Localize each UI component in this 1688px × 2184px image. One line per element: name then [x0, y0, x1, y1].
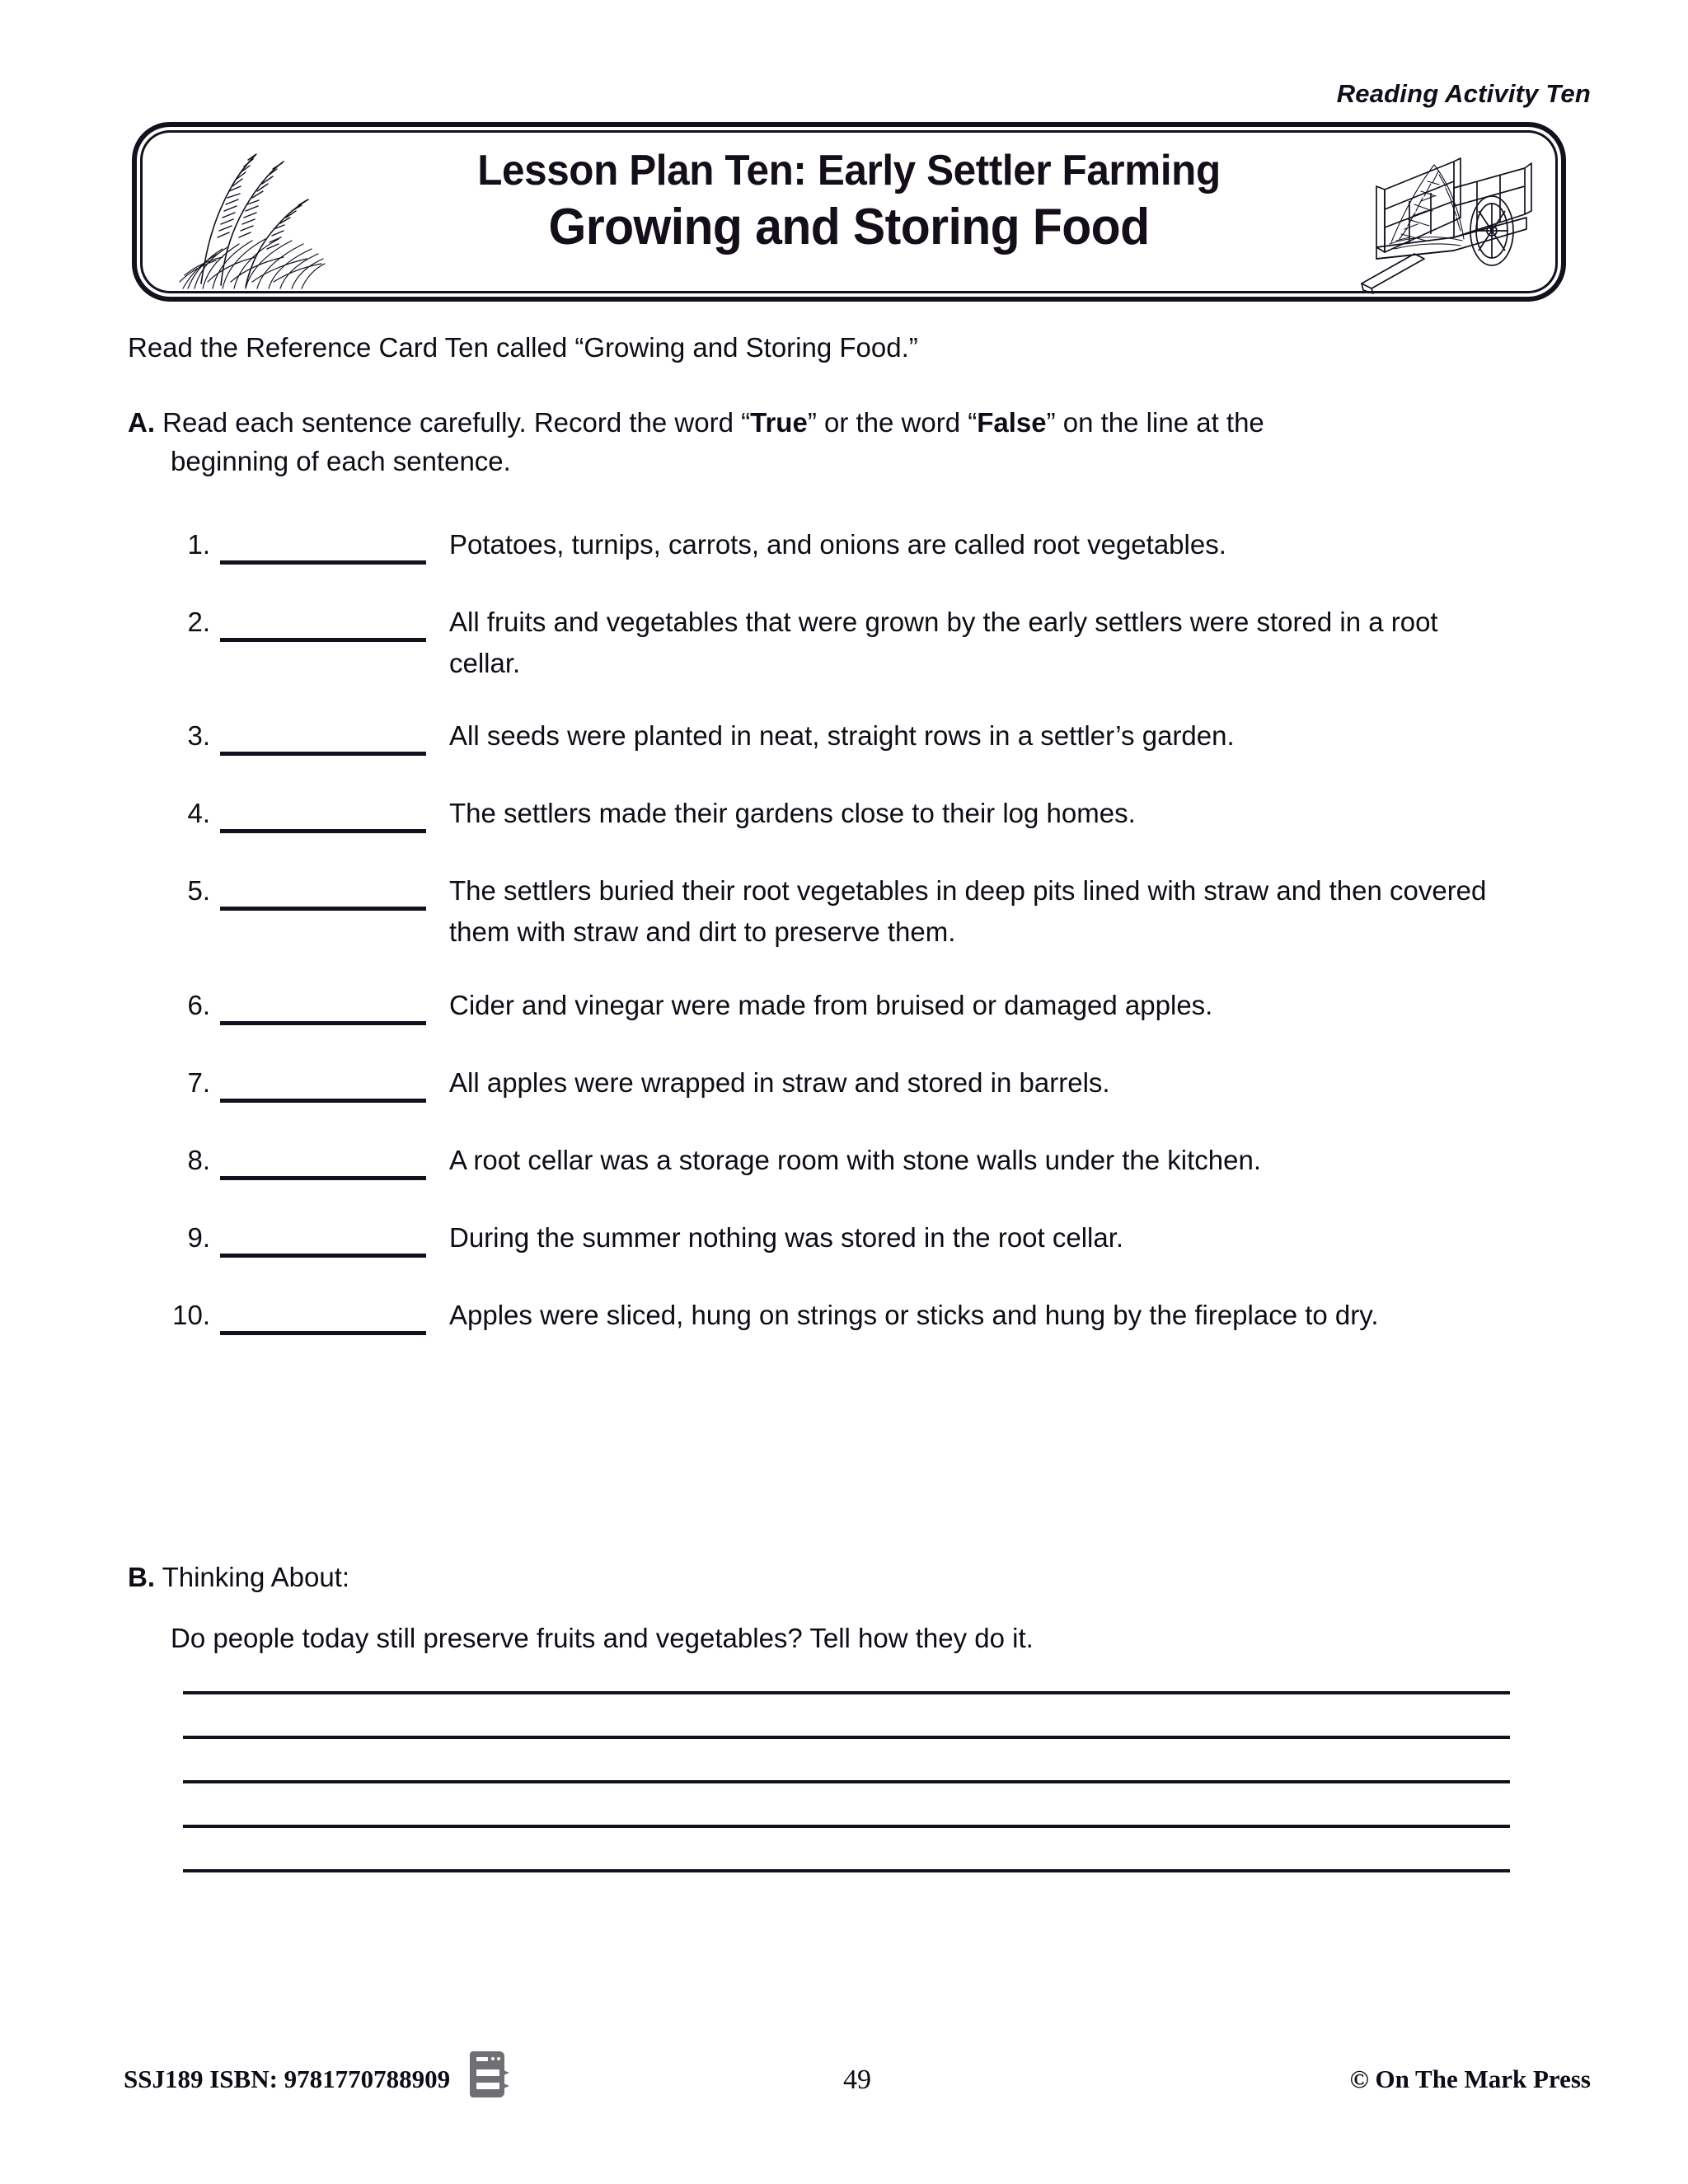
answer-blank-input[interactable]	[220, 907, 426, 911]
item-statement: The settlers buried their root vegetables in deep pits lined with straw and then covered them with straw and dirt to preserve them.	[449, 875, 1487, 948]
item-statement: During the summer nothing was stored in the root cellar.	[449, 1221, 1124, 1253]
lead-instruction: Read the Reference Card Ten called “Growing and Storing Food.”	[128, 332, 918, 363]
section-a-text-1: Read each sentence carefully. Record the word “	[155, 407, 751, 438]
item-statement: The settlers made their gardens close to their log homes.	[449, 798, 1136, 829]
running-head: Reading Activity Ten	[1336, 79, 1591, 108]
item-number: 9.	[187, 1221, 210, 1253]
item-number: 8.	[187, 1144, 210, 1175]
write-line[interactable]	[183, 1869, 1510, 1872]
item-statement: All seeds were planted in neat, straight rows in a settler’s garden.	[449, 720, 1235, 752]
copyright-text: © On The Mark Press	[1349, 2064, 1591, 2093]
section-b-heading: Thinking About:	[155, 1562, 350, 1592]
list-item	[128, 524, 1595, 570]
answer-blank-input[interactable]	[220, 1254, 426, 1258]
item-statement: All apples were wrapped in straw and stored in barrels.	[449, 1066, 1110, 1098]
write-line[interactable]	[183, 1780, 1510, 1783]
item-statement: All fruits and vegetables that were grown by the early settlers were stored in a root cellar.	[449, 607, 1438, 679]
answer-blank-input[interactable]	[220, 638, 426, 642]
section-b-prompt: Do people today still preserve fruits and vegetables? Tell how they do it.	[171, 1622, 1034, 1653]
banner-title-block	[384, 148, 1314, 257]
item-number: 4.	[187, 798, 210, 829]
answer-blank-input[interactable]	[220, 829, 426, 833]
list-item	[128, 715, 1595, 762]
item-statement: Potatoes, turnips, carrots, and onions are called root vegetables.	[449, 529, 1226, 560]
write-line[interactable]	[183, 1736, 1510, 1739]
section-a-text-3: ” on the line at the	[1046, 407, 1264, 438]
answer-writing-lines	[183, 1691, 1510, 1914]
list-item	[128, 1217, 1595, 1263]
answer-blank-input[interactable]	[220, 1099, 426, 1103]
true-false-item-list	[128, 524, 1595, 1372]
false-word: False	[977, 407, 1047, 438]
list-item	[128, 985, 1595, 1031]
answer-blank-input[interactable]	[220, 1021, 426, 1025]
item-number: 3.	[187, 720, 210, 752]
worksheet-title: Growing and Storing Food	[548, 199, 1150, 256]
section-a-text-2: ” or the word “	[807, 407, 978, 438]
item-number: 5.	[187, 875, 210, 907]
list-item	[128, 793, 1595, 839]
list-item	[128, 602, 1595, 684]
title-banner	[132, 122, 1566, 302]
wheat-stalks-icon	[170, 142, 326, 290]
item-number: 2.	[187, 607, 210, 637]
list-item	[128, 1062, 1595, 1108]
item-number: 10.	[172, 1299, 210, 1330]
answer-blank-input[interactable]	[220, 560, 426, 565]
answer-blank-input[interactable]	[220, 1176, 426, 1180]
lesson-plan-title: Lesson Plan Ten: Early Settler Farming	[477, 147, 1221, 194]
item-number: 7.	[187, 1066, 210, 1098]
item-number: 1.	[187, 529, 210, 560]
section-a-instruction-continued: beginning of each sentence.	[171, 445, 511, 476]
hay-wagon-icon	[1339, 138, 1536, 295]
list-item	[128, 1140, 1595, 1186]
item-statement: A root cellar was a storage room with stone walls under the kitchen.	[449, 1144, 1261, 1175]
true-word: True	[750, 407, 808, 438]
section-b-block	[128, 1558, 1595, 1658]
answer-blank-input[interactable]	[220, 752, 426, 756]
item-statement: Cider and vinegar were made from bruised or damaged apples.	[449, 989, 1213, 1020]
list-item	[128, 870, 1595, 953]
isbn-text: SSJ189 ISBN: 9781770788909	[124, 2064, 451, 2093]
item-number: 6.	[187, 989, 210, 1020]
answer-blank-input[interactable]	[220, 1331, 426, 1335]
write-line[interactable]	[183, 1825, 1510, 1828]
list-item	[128, 1295, 1595, 1341]
item-statement: Apples were sliced, hung on strings or sticks and hung by the fireplace to dry.	[449, 1299, 1379, 1330]
section-a-instruction	[128, 404, 1578, 481]
write-line[interactable]	[183, 1691, 1510, 1694]
page-number: 49	[843, 2064, 871, 2095]
page-footer	[124, 2064, 1591, 2106]
section-b-letter: B.	[128, 1562, 155, 1592]
section-a-letter: A.	[128, 407, 155, 438]
